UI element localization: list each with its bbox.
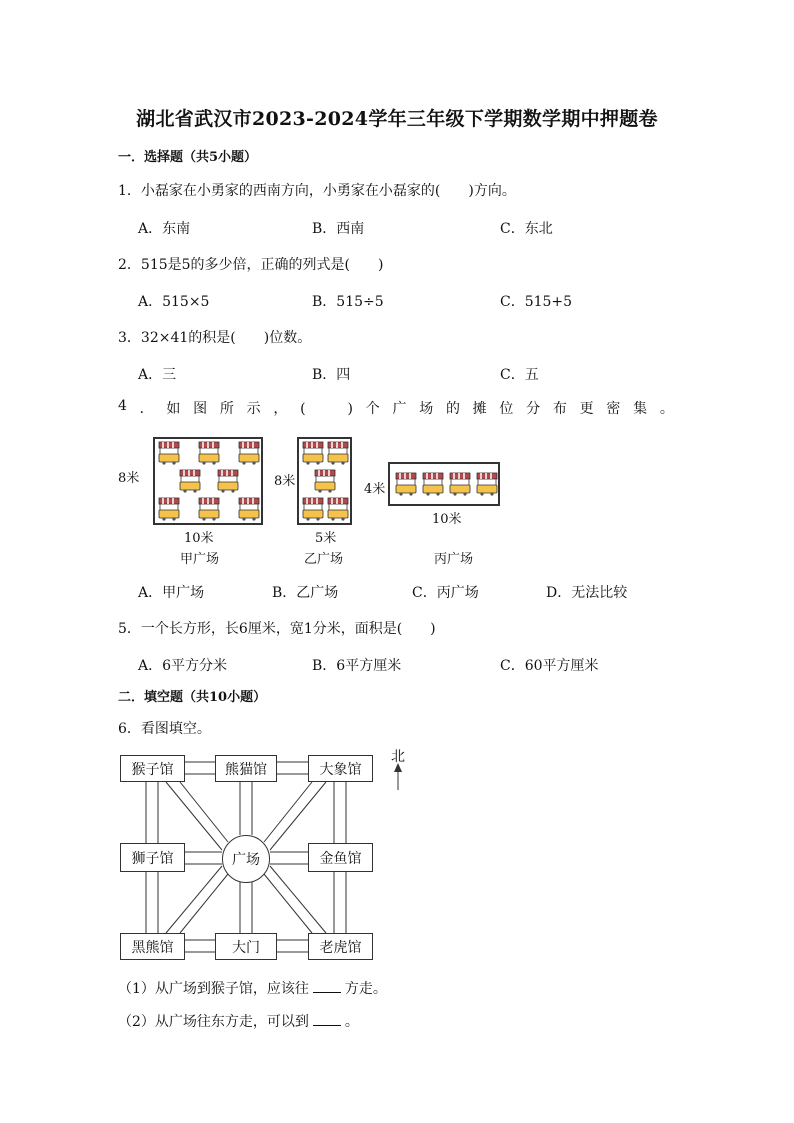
q2-option-c: C．515+5 xyxy=(500,294,573,310)
q6-sub-1: （1）从广场到猴子馆，应该往 方走。 xyxy=(118,981,387,997)
q3-option-b: B．四 xyxy=(312,367,351,383)
q2-option-a: A．515×5 xyxy=(138,294,210,310)
venue-plaza: 广场 xyxy=(222,835,270,883)
plaza-b-height: 8米 xyxy=(274,474,296,489)
q1-option-b: B．西南 xyxy=(312,221,365,237)
question-6: 6．看图填空。 xyxy=(118,721,211,737)
plaza-a-name: 甲广场 xyxy=(180,552,220,567)
section-heading-choice: 一．选择题（共5小题） xyxy=(118,150,258,165)
venue-goldfish: 金鱼馆 xyxy=(308,843,373,872)
plaza-b-width: 5米 xyxy=(315,531,337,546)
venue-lion: 狮子馆 xyxy=(120,843,185,872)
q3-option-c: C．五 xyxy=(500,367,539,383)
plaza-b-name: 乙广场 xyxy=(304,552,344,567)
q4-option-d: D．无法比较 xyxy=(546,585,628,601)
venue-blackbear: 黑熊馆 xyxy=(120,933,185,960)
venue-elephant: 大象馆 xyxy=(308,755,373,782)
q1-option-c: C．东北 xyxy=(500,221,553,237)
question-5: 5．一个长方形，长6厘米，宽1分米，面积是( ) xyxy=(118,621,436,637)
answer-blank[interactable] xyxy=(313,992,341,993)
page-title: 湖北省武汉市2023-2024学年三年级下学期数学期中押题卷 xyxy=(136,108,658,130)
venue-monkey: 猴子馆 xyxy=(120,755,185,782)
q5-option-b: B．6平方厘米 xyxy=(312,658,402,674)
north-label: 北 xyxy=(391,749,405,765)
q3-option-a: A．三 xyxy=(138,367,177,383)
plaza-c-height: 4米 xyxy=(364,482,386,497)
q4-option-b: B．乙广场 xyxy=(272,585,339,601)
answer-blank[interactable] xyxy=(313,1025,341,1026)
plaza-c-name: 丙广场 xyxy=(434,552,474,567)
plaza-a-width: 10米 xyxy=(184,531,214,546)
venue-panda: 熊猫馆 xyxy=(215,755,277,782)
venue-tiger: 老虎馆 xyxy=(308,933,373,960)
question-4: 4 ． 如 图 所 示 ， ( ) 个 广 场 的 摊 位 分 布 更 密 集 。 xyxy=(118,398,674,417)
q4-option-c: C．丙广场 xyxy=(412,585,479,601)
q5-option-c: C．60平方厘米 xyxy=(500,658,599,674)
question-1: 1．小磊家在小勇家的西南方向，小勇家在小磊家的( )方向。 xyxy=(118,183,516,199)
q2-option-b: B．515÷5 xyxy=(312,294,384,310)
q6-sub-2: （2）从广场往东方走，可以到 。 xyxy=(118,1014,359,1030)
question-3: 3．32×41的积是( )位数。 xyxy=(118,330,312,346)
q4-option-a: A．甲广场 xyxy=(138,585,205,601)
plaza-a-height: 8米 xyxy=(118,471,140,486)
q1-option-a: A．东南 xyxy=(138,221,191,237)
venue-gate: 大门 xyxy=(215,933,277,960)
question-2: 2．515是5的多少倍，正确的列式是( ) xyxy=(118,257,384,273)
section-heading-fill: 二．填空题（共10小题） xyxy=(118,690,267,705)
plaza-c-width: 10米 xyxy=(432,512,462,527)
q5-option-a: A．6平方分米 xyxy=(138,658,228,674)
